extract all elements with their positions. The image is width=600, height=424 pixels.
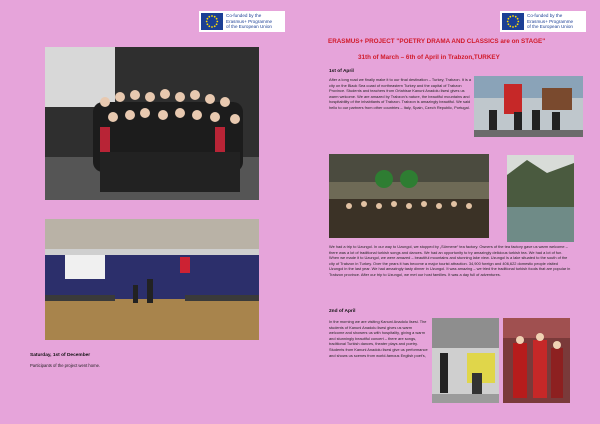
school-visit-photo xyxy=(432,318,499,403)
group-photo xyxy=(45,47,259,200)
day1-heading: 1st of April xyxy=(329,69,354,74)
day1-text: After a long road we finally make it to our final destination – Turkey, Trabzon. It is a city on the Black Sea coast of northeastern Turkey and the capital of Trabzon Province. Students and teachers from Ortahisar Kanuni Anadolu lisesi gives us warm welcome. We are amazed by Trabzon's nature, the beautiful mountains and hospitability of the inhabitants of Trabzon. Trabzon is amazingly beautiful. We said hello to our partners from other countries – Italy, Spain, Czech Republic, Portugal. xyxy=(329,77,472,110)
hall-photo xyxy=(45,219,259,340)
eu-flag-icon xyxy=(502,13,524,30)
eu-flag-icon xyxy=(201,13,223,30)
left-date-heading: Saturday, 1st of December xyxy=(30,353,91,358)
uzungol-group-photo xyxy=(329,154,489,238)
day2-heading: 2nd of April xyxy=(329,309,356,314)
day2-text: In the morning we are visiting Kanuni Anadolu lisesi. The students of Kanuni Anadolu lisesi gives us warm welcome and showers us with hospitality, giving a warm and stunningly beautiful concert – there are songs, traditional Turkish dances, theater plays and poetry. Students from Kanuni Anadolu lisesi give us performance and shows us scenes from world-famous English poet's, xyxy=(329,319,428,358)
project-title: ERASMUS+ PROJECT "POETRY DRAMA AND CLASSICS are on STAGE" xyxy=(328,38,546,45)
eu-logo-right xyxy=(500,11,586,32)
eu-logo-text: Co-funded by the Erasmus+ Programme of the European Union xyxy=(527,13,574,30)
tea-factory-photo xyxy=(474,76,583,137)
project-dates: 31th of March – 6th of April in Trabzon,TURKEY xyxy=(358,54,500,61)
trip-text: We had a trip to Uzungol. In our way to Uzungol, we stopped by „Sürmene“ tea factory. Owners of the tea factory gave us warm welcome – there was a lot of traditional turkish songs and dances. We had an opportunity to try amazingly delicious turkish tea. We had a lot of fun. When we made it to Uzungol, we were amazed – beautiful mountains and stunning lake view. Uzungol is a lake situated to the south of the city of Trabzon in Turkey. Over the years it has become a major tourist attraction. 34,900 foreign and 406,622 domestic people visited Uzungol in the last year. We had amazingly tasty dinner in Uzungol. It was amazing – we tried the traditional turkish foods that are popular in Trabzon province. After our trip to Uzungol, we met our host families. It was a day full of adventures. xyxy=(329,244,571,277)
left-date-text: Participants of the project went home. xyxy=(30,363,101,368)
eu-logo-text: Co-funded by the Erasmus+ Programme of the European Union xyxy=(226,13,273,30)
lake-photo xyxy=(507,155,574,242)
eu-logo-left xyxy=(199,11,285,32)
costume-photo xyxy=(503,318,570,403)
